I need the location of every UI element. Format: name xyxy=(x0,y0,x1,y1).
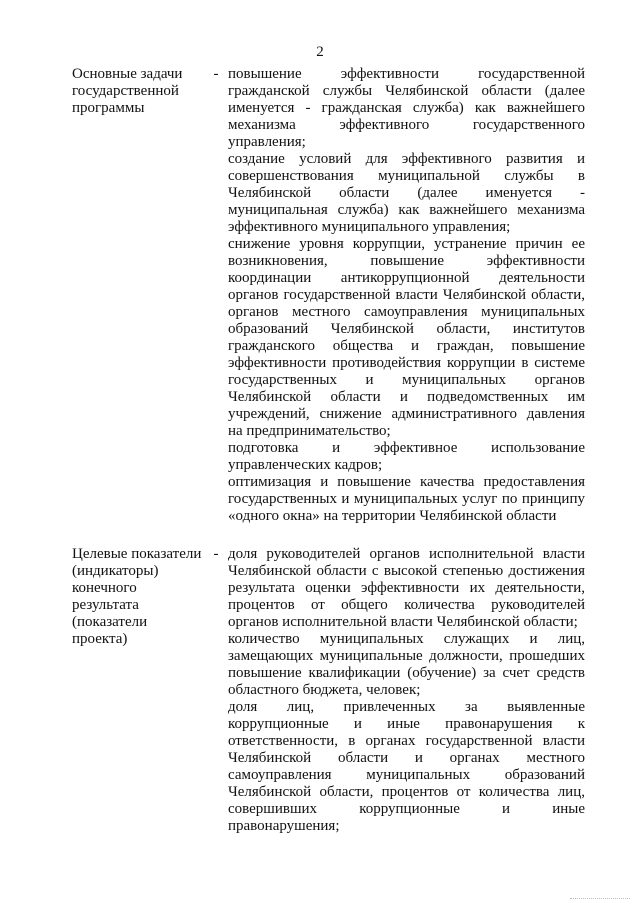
paragraph: доля руководителей органов исполнительной власти Челябинской области с высокой степенью достижения результата оценки эффективности их деятельности, процентов от общего количества руководителей органов исполнительной власти Челябинской области; xyxy=(228,546,585,630)
paragraph: оптимизация и повышение качества предоставления государственных и муниципальных услуг по принципу «одного окна» на территории Челябинской области xyxy=(228,474,585,524)
page-number: 2 xyxy=(316,44,324,60)
section-label: Целевые показатели (индикаторы) конечного результата (показатели проекта) xyxy=(72,546,202,647)
paragraph: повышение эффективности государственной гражданской службы Челябинской области (далее именуется - гражданская служба) как важнейшего механизма эффективного государственного управления; xyxy=(228,66,585,150)
section-label: Основные задачи государственной программы xyxy=(72,66,183,116)
scan-mark xyxy=(570,894,630,899)
paragraph: создание условий для эффективного развития и совершенствования муниципальной службы в Челябинской области (далее именуется - муниципальная служба) как важнейшего механизма эффективного муниципального управления; xyxy=(228,151,585,235)
paragraph: снижение уровня коррупции, устранение причин ее возникновения, повышение эффективности координации антикоррупционной деятельности органов государственной власти Челябинской области, органов местного самоуправления муниципальных образований Челябинской области, институтов гражданского общества и граждан, повышение эффективности противодействия коррупции в системе государственных и муниципальных органов Челябинской области и подведомственных им учреждений, снижение административного давления на предпринимательство; xyxy=(228,236,585,439)
paragraph: количество муниципальных служащих и лиц, замещающих муниципальные должности, прошедших повышение квалификации (обучение) за счет средств областного бюджета, человек; xyxy=(228,631,585,698)
section-text xyxy=(228,66,585,525)
section-text xyxy=(228,546,585,835)
section-dash: - xyxy=(213,546,219,562)
paragraph: доля лиц, привлеченных за выявленные коррупционные и иные правонарушения к ответственности, в органах государственной власти Челябинской области и органах местного самоуправления муниципальных образований Челябинской области, процентов от количества лиц, совершивших коррупционные и иные правонарушения; xyxy=(228,699,585,834)
section-dash: - xyxy=(213,66,219,82)
paragraph: подготовка и эффективное использование управленческих кадров; xyxy=(228,440,585,473)
